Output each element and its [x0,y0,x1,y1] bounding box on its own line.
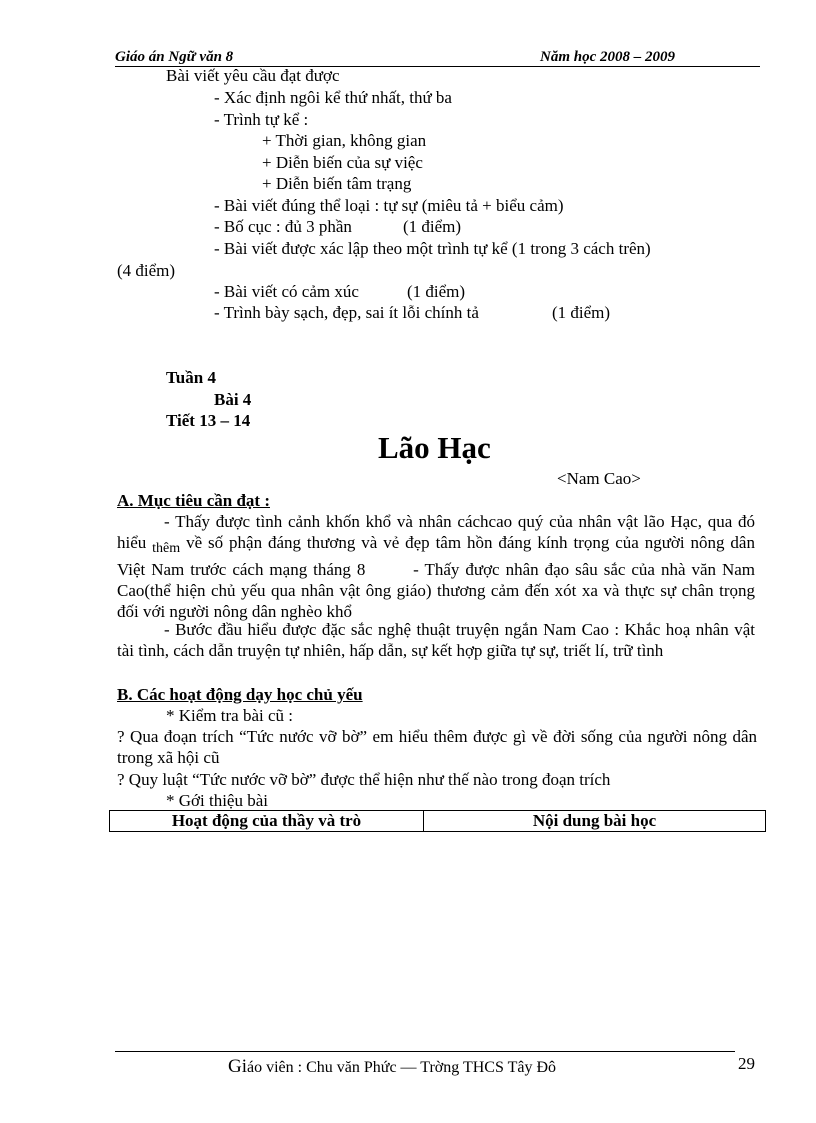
lesson-title: Lão Hạc [378,430,491,465]
activity-table-header [109,810,766,832]
page-number: 29 [738,1054,755,1073]
table-header-col-activities: Hoạt động của thầy và trò [110,811,424,832]
footer-teacher [228,1057,556,1078]
requirement-genre: - Bài viết đúng thể loại : tự sự (miêu tả + biểu cảm) [214,196,564,215]
requirement-presentation: - Trình bày sạch, đẹp, sai ít lỗi chính tả [214,303,479,322]
section-b-heading: B. Các hoạt động dạy học chủ yếu [117,685,363,704]
lesson-author: <Nam Cao> [557,469,641,488]
lesson-periods: Tiết 13 – 14 [166,411,251,430]
requirement-presentation-points: (1 điểm) [552,303,611,322]
section-a-paragraph-2: - Bước đầu hiểu được đặc sắc nghệ thuật truyện ngắn Nam Cao : Khắc hoạ nhân vật tài tình, cách dẫn truyện tự nhiên, hấp dẫn, sự kết hợp giữa tự sự, triết lí, trữ tình [117,620,755,660]
section-b-intro: * Gới thiệu bài [166,791,268,810]
footer-teacher-rest: áo viên : Chu văn Phức — Trờng THCS Tây Đô [247,1059,556,1076]
lesson-week: Tuần 4 [166,368,216,387]
requirement-sub-item: + Diễn biến tâm trạng [262,174,412,193]
header-right: Năm học 2008 – 2009 [540,49,675,65]
section-a-p1-sub: thêm [152,541,181,556]
header-left: Giáo án Ngữ văn 8 [115,49,234,65]
section-a-heading: A. Mục tiêu cần đạt : [117,491,270,510]
requirement-item: - Trình tự kể : [214,110,309,129]
requirement-sub-item: + Diễn biến của sự việc [262,153,423,172]
requirements-intro: Bài viết yêu cầu đạt được [166,66,340,85]
footer-rule [115,1051,735,1052]
requirement-sub-item: + Thời gian, không gian [262,131,427,150]
requirement-item: - Xác định ngôi kể thứ nhất, thứ ba [214,88,452,107]
section-b-check: * Kiểm tra bài cũ : [166,706,293,725]
requirement-layout: - Bố cục : đủ 3 phần [214,217,352,236]
section-b-question-1: ? Qua đoạn trích “Tức nước vỡ bờ” em hiểu thêm được gì về đời sống của người nông dân trong xã hội cũ [117,727,757,767]
section-a-p1-before: - Thấy được tình cảnh khốn khổ và nhân cáchcao quý của nhân vật lão Hạc, qua đó hiểu [117,512,755,552]
footer-teacher-prefix: Gi [228,1056,247,1077]
requirement-layout-points: (1 điểm) [403,217,462,236]
requirement-order: - Bài viết được xác lập theo một trình tự kể (1 trong 3 cách trên) [214,239,651,258]
requirement-order-points: (4 điểm) [117,261,176,280]
section-b-question-2: ? Quy luật “Tức nước vỡ bờ” được thể hiện như thế nào trong đoạn trích [117,770,611,789]
table-header-col-content: Nội dung bài học [424,811,766,832]
requirement-emotion-points: (1 điểm) [407,282,466,301]
requirement-emotion: - Bài viết có cảm xúc [214,282,359,301]
lesson-unit: Bài 4 [214,390,252,409]
section-a-paragraph-1 [117,511,755,622]
section-a-p1-cont: - Thấy được nhân đạo sâu sắc của nhà văn Nam Cao(thể hiện chủ yếu qua nhân vật ông giáo) thương cảm đến xót xa và thực sự chân trọng đối với người nông dân nghèo khổ [117,560,756,621]
section-a-p1-after: về số phận đáng thương và vẻ đẹp tâm hồn đáng kính trọng của người nông dân Việt Nam trước cách mạng tháng 8 [117,533,755,579]
